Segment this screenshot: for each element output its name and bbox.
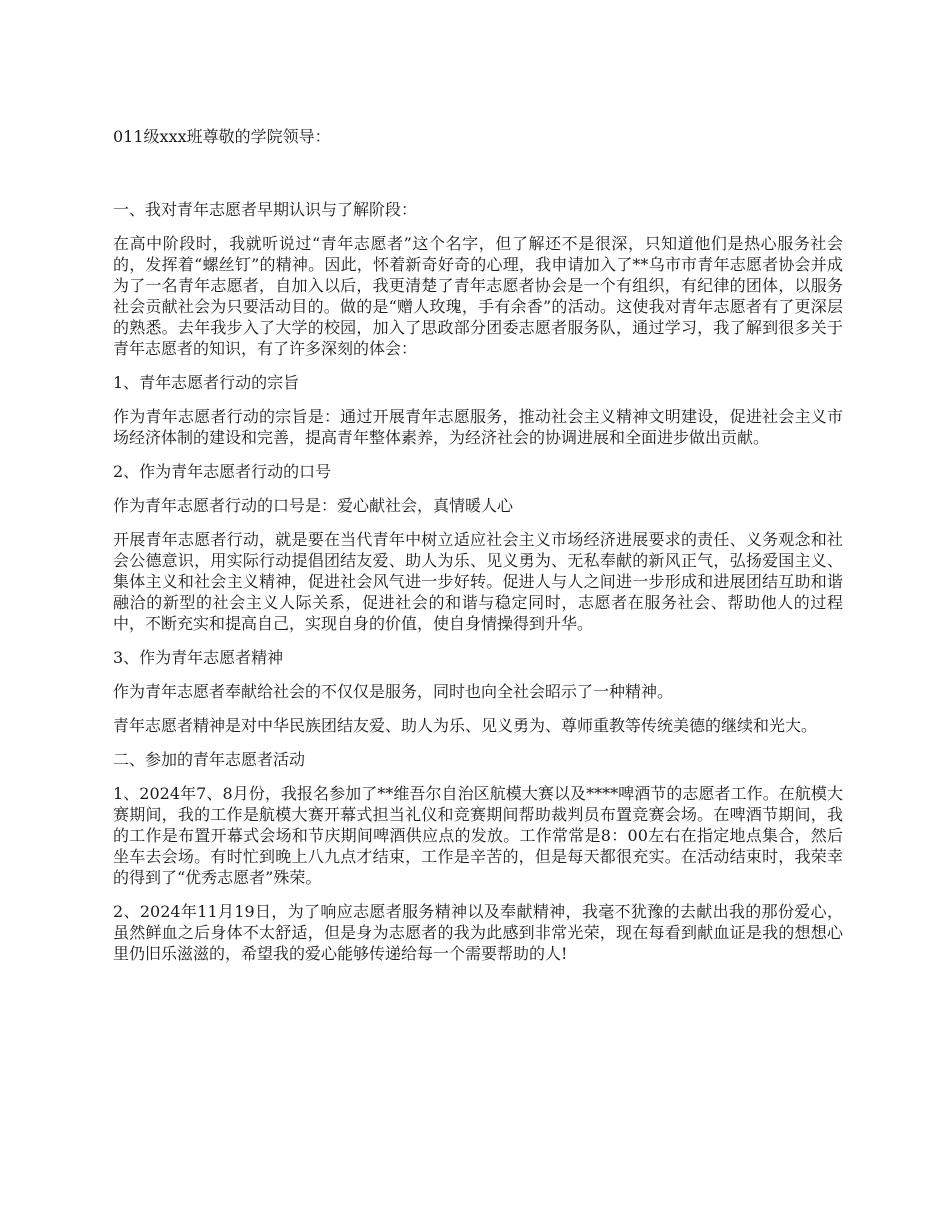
paragraph-activity-1: 1、2024年7、8月份，我报名参加了**维吾尔自治区航模大赛以及****啤酒节的志愿者工作。在航模大赛期间，我的工作是航模大赛开幕式担当礼仪和竞赛期间帮助裁判员布置竞赛会场。在啤酒节期间，我的工作是布置开幕式会场和节庆期间啤酒供应点的发放。工作常常是8：00左右在指定地点集合，然后坐车去会场。有时忙到晚上八九点才结束，工作是辛苦的，但是每天都很充实。在活动结束时，我荣幸的得到了“优秀志愿者”殊荣。	[113, 784, 843, 887]
subheading-slogan: 2、作为青年志愿者行动的口号	[113, 462, 332, 481]
paragraph-purpose: 作为青年志愿者行动的宗旨是：通过开展青年志愿服务，推动社会主义精神文明建设，促进社会主义市场经济体制的建设和完善，提高青年整体素养，为经济社会的协调进展和全面进步做出贡献。	[113, 407, 843, 447]
subheading-spirit: 3、作为青年志愿者精神	[113, 648, 284, 667]
paragraph-action: 开展青年志愿者行动，就是要在当代青年中树立适应社会主义市场经济进展要求的责任、义务观念和社会公德意识，用实际行动提倡团结友爱、助人为乐、见义勇为、无私奉献的新风正气，弘扬爱国主义、集体主义和社会主义精神，促进社会风气进一步好转。促进人与人之间进一步形成和进展团结互助和谐融洽的新型的社会主义人际关系，促进社会的和谐与稳定同时，志愿者在服务社会、帮助他人的过程中，不断充实和提高自己，实现自身的价值，使自身情操得到升华。	[113, 530, 843, 633]
paragraph-early-understanding: 在高中阶段时，我就听说过“青年志愿者”这个名字，但了解还不是很深，只知道他们是热心服务社会的，发挥着“螺丝钉”的精神。因此，怀着新奇好奇的心理，我申请加入了**乌市市青年志愿者协会并成为了一名青年志愿者，自加入以后，我更清楚了青年志愿者协会是一个有组织，有纪律的团体，以服务社会贡献社会为只要活动目的。做的是“赠人玫瑰，手有余香”的活动。这使我对青年志愿者有了更深层的熟悉。去年我步入了大学的校园，加入了思政部分团委志愿者服务队，通过学习，我了解到很多关于青年志愿者的知识，有了许多深刻的体会：	[113, 234, 843, 358]
subheading-purpose: 1、青年志愿者行动的宗旨	[113, 373, 300, 392]
paragraph-spirit-1: 作为青年志愿者奉献给社会的不仅仅是服务，同时也向全社会昭示了一种精神。	[113, 682, 674, 701]
section-heading-1: 一、我对青年志愿者早期认识与了解阶段：	[113, 200, 418, 219]
salutation: 011级xxx班尊敬的学院领导：	[113, 127, 331, 146]
section-heading-2: 二、参加的青年志愿者活动	[113, 750, 306, 769]
document-page	[113, 126, 843, 977]
paragraph-spirit-2: 青年志愿者精神是对中华民族团结友爱、助人为乐、见义勇为、尊师重教等传统美德的继续和光大。	[113, 716, 818, 735]
document-body	[113, 199, 843, 964]
paragraph-slogan: 作为青年志愿者行动的口号是：爱心献社会，真情暖人心	[113, 496, 514, 515]
paragraph-activity-2: 2、2024年11月19日，为了响应志愿者服务精神以及奉献精神，我毫不犹豫的去献出我的那份爱心，虽然鲜血之后身体不太舒适，但是身为志愿者的我为此感到非常光荣，现在每看到献血证是我的想想心里仍旧乐滋滋的，希望我的爱心能够传递给每一个需要帮助的人!	[113, 902, 843, 963]
